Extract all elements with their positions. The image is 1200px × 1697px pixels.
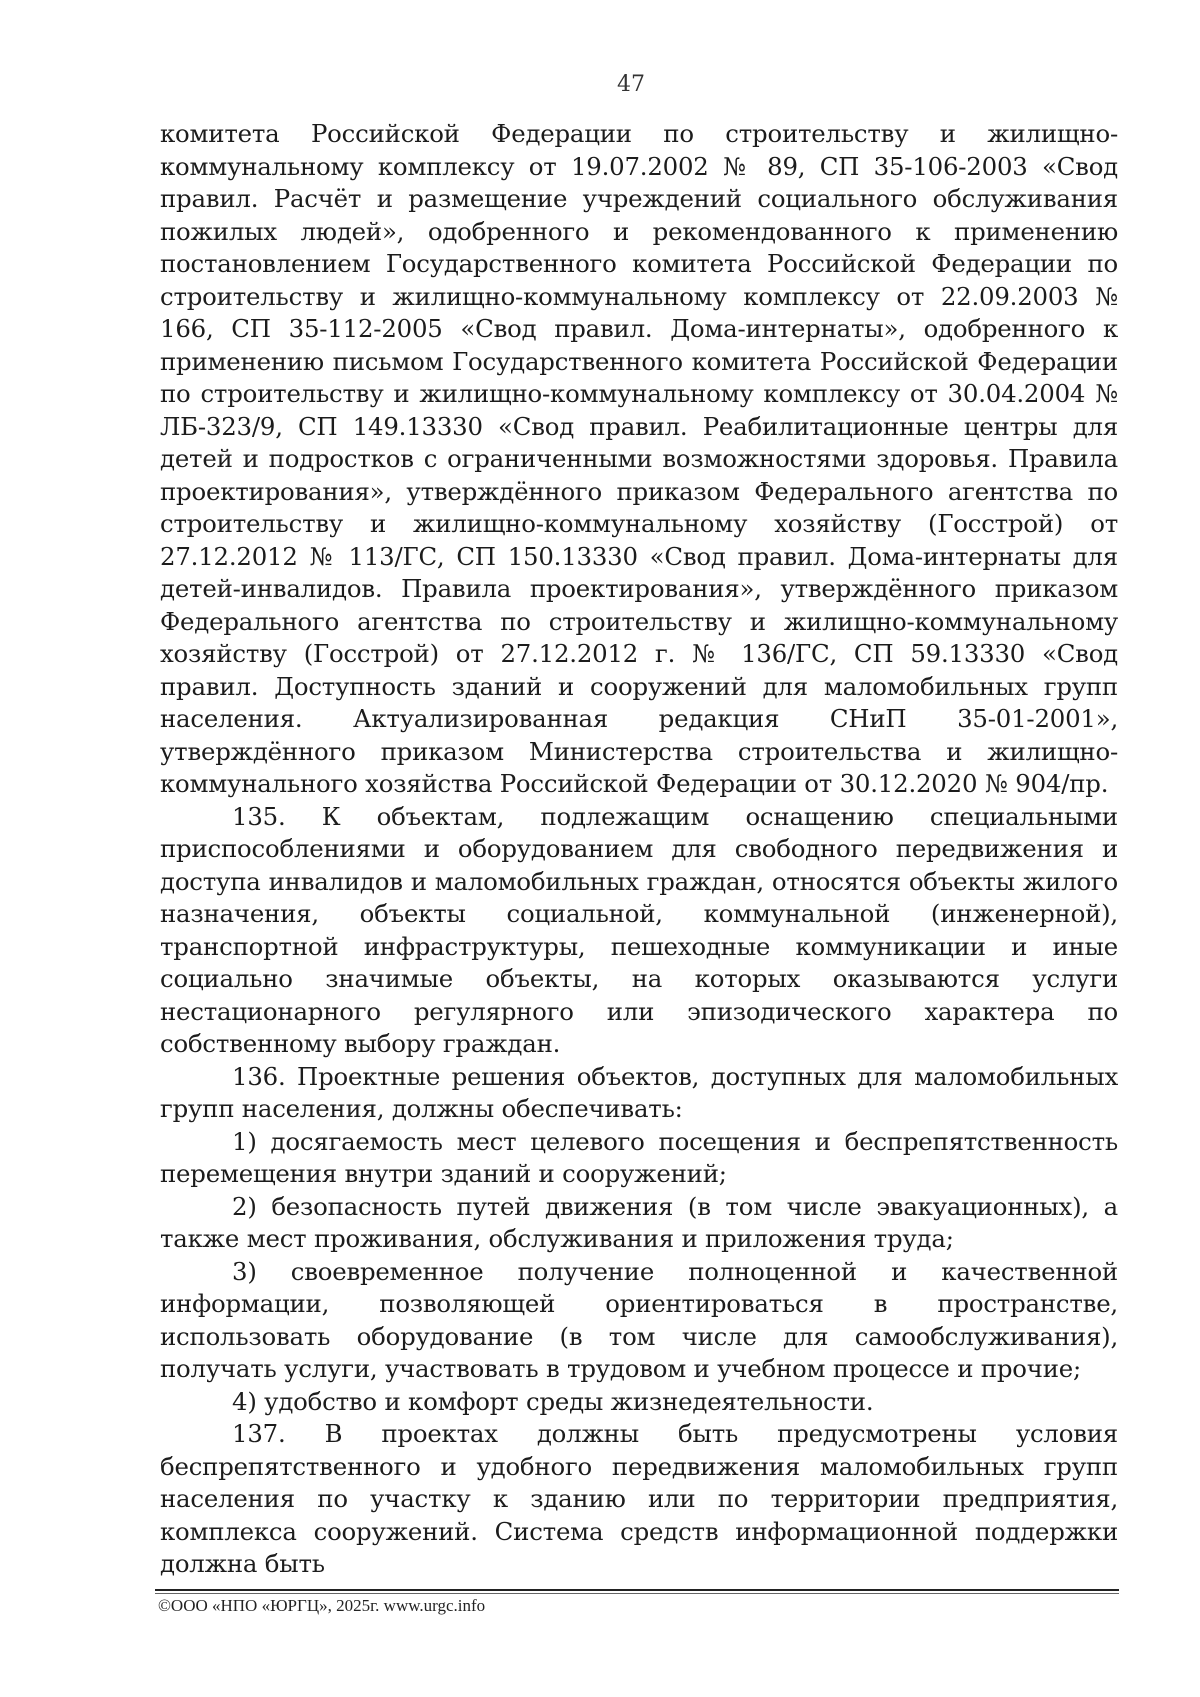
- list-item-1: 1) досягаемость мест целевого посещения и беспрепятственность перемещения внутри зданий и сооружений;: [160, 1126, 1118, 1188]
- list-item-4: 4) удобство и комфорт среды жизнедеятельности.: [232, 1386, 874, 1416]
- list-item-2: 2) безопасность путей движения (в том числе эвакуационных), а также мест проживания, обслуживания и приложения труда;: [160, 1191, 1118, 1253]
- footer-copyright: ©ООО «НПО «ЮРГЦ», 2025г. www.urgc.info: [158, 1596, 486, 1615]
- paragraph-item-135: 135. К объектам, подлежащим оснащению специальными приспособлениями и оборудованием для свободного передвижения и доступа инвалидов и маломобильных граждан, относятся объекты жилого назначения, объекты социальной, коммунальной (инженерной), транспортной инфраструктуры, пешеходные коммуникации и иные социально значимые объекты, на которых оказываются услуги нестационарного регулярного или эпизодического характера по собственному выбору граждан.: [160, 801, 1118, 1058]
- paragraph-item-137: 137. В проектах должны быть предусмотрены условия беспрепятственного и удобного передвижения маломобильных групп населения по участку к зданию или по территории предприятия, комплекса сооружений. Система средств информационной поддержки должна быть: [160, 1419, 1118, 1578]
- paragraph-item-136: 136. Проектные решения объектов, доступных для маломобильных групп населения, должны обеспечивать:: [160, 1061, 1118, 1123]
- document-body: [160, 118, 1118, 1581]
- footer-divider-thin: [155, 1593, 1119, 1594]
- paragraph-continuation: комитета Российской Федерации по строительству и жилищно-коммунальному комплексу от 19.07.2002 № 89, СП 35-106-2003 «Свод правил. Расчёт и размещение учреждений социального обслуживания пожилых людей», одобренного и рекомендованного к применению постановлением Государственного комитета Российской Федерации по строительству и жилищно-коммунальному комплексу от 22.09.2003 № 166, СП 35-112-2005 «Свод правил. Дома-интернаты», одобренного к применению письмом Государственного комитета Российской Федерации по строительству и жилищно-коммунальному комплексу от 30.04.2004 № ЛБ-323/9, СП 149.13330 «Свод правил. Реабилитационные центры для детей и подростков с ограниченными возможностями здоровья. Правила проектирования», утверждённого приказом Федерального агентства по строительству и жилищно-коммунальному хозяйству (Госстрой) от 27.12.2012 № 113/ГС, СП 150.13330 «Свод правил. Дома-интернаты для детей-инвалидов. Правила проектирования», утверждённого приказом Федерального агентства по строительству и жилищно-коммунальному хозяйству (Госстрой) от 27.12.2012 г. № 136/ГС, СП 59.13330 «Свод правил. Доступность зданий и сооружений для маломобильных групп населения. Актуализированная редакция СНиП 35-01-2001», утверждённого приказом Министерства строительства и жилищно-коммунального хозяйства Российской Федерации от 30.12.2020 № 904/пр.: [160, 119, 1118, 798]
- list-item-3: 3) своевременное получение полноценной и качественной информации, позволяющей ориентироваться в пространстве, использовать оборудование (в том числе для самообслуживания), получать услуги, участвовать в трудовом и учебном процессе и прочие;: [160, 1256, 1118, 1383]
- page-number: 47: [617, 72, 645, 97]
- footer-divider: [155, 1589, 1119, 1591]
